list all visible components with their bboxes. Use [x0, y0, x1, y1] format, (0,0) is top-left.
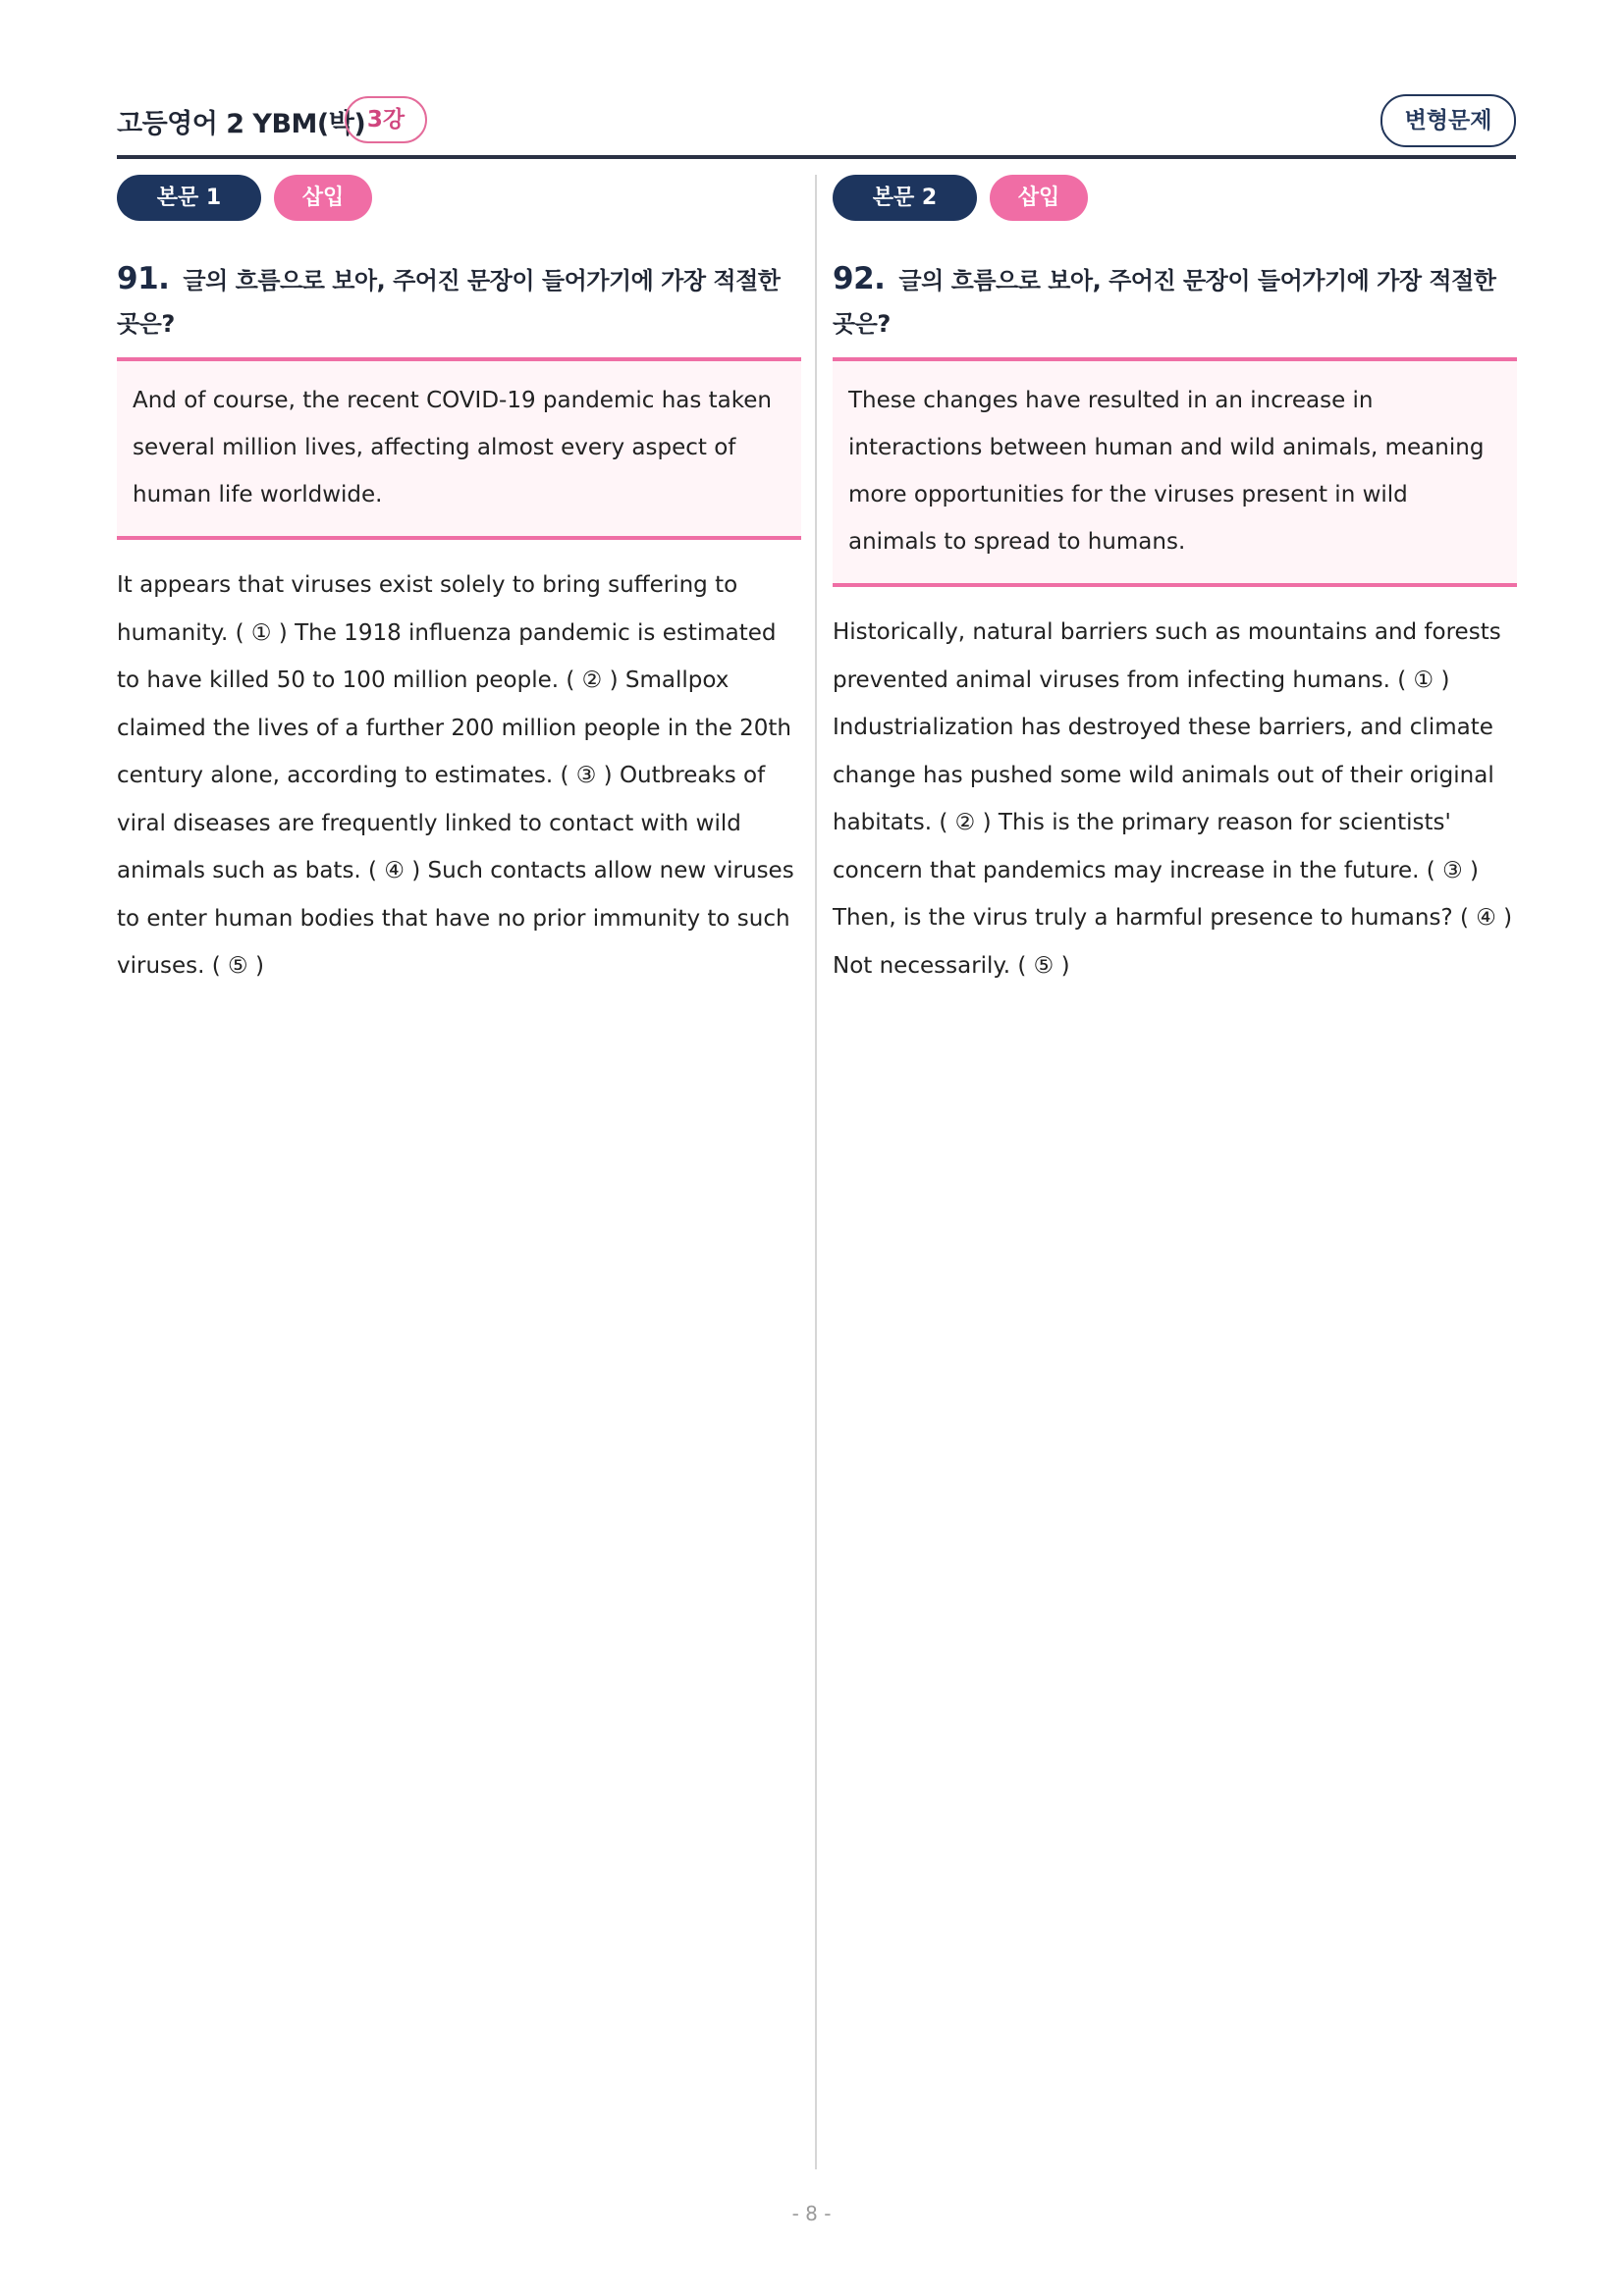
- question-number: 92.: [833, 261, 886, 296]
- tag-row: [833, 175, 1517, 222]
- book-title: 고등영어 2 YBM(박): [117, 109, 366, 139]
- passage-text: Historically, natural barriers such as mountains and forests prevented animal viruses from infecting humans. ( ① ) Industrialization has destroyed these barriers, and climate change has pushed some wild animals out of their original habitats. ( ② ) This is the primary reason for scientists' concern that pandemics may increase in the future. ( ③ ) Then, is the virus truly a harmful presence to humans? ( ④ ) Not necessarily. ( ⑤ ): [833, 619, 1513, 979]
- page-number: - 8 -: [791, 2202, 832, 2225]
- question-number: 91.: [117, 261, 170, 296]
- given-sentence-box: These changes have resulted in an increase in interactions between human and wild animals, meaning more opportunities for the viruses present in wild animals to spread to humans.: [833, 357, 1517, 587]
- question-kind-tag: 삽입: [274, 175, 372, 221]
- question-prompt: [117, 257, 801, 346]
- lesson-badge: 3강: [345, 96, 427, 143]
- question-type-badge: 변형문제: [1380, 94, 1516, 147]
- tag-row: [117, 175, 801, 222]
- question-text: 글의 흐름으로 보아, 주어진 문장이 들어가기에 가장 적절한 곳은?: [833, 267, 1496, 338]
- question-text: 글의 흐름으로 보아, 주어진 문장이 들어가기에 가장 적절한 곳은?: [117, 267, 781, 338]
- passage-tag: 본문 1: [117, 175, 261, 221]
- header-divider: [117, 155, 1516, 159]
- given-sentence-box: And of course, the recent COVID-19 pandemic has taken several million lives, affecting almost every aspect of human life worldwide.: [117, 357, 801, 540]
- question-column-2: [833, 175, 1517, 989]
- question-column-1: [117, 175, 801, 990]
- question-kind-tag: 삽입: [990, 175, 1088, 221]
- passage-tag: 본문 2: [833, 175, 977, 221]
- passage-text: It appears that viruses exist solely to bring suffering to humanity. ( ① ) The 1918 influenza pandemic is estimated to have killed 50 to 100 million people. ( ② ) Smallpox claimed the lives of a further 200 million people in the 20th century alone, according to estimates. ( ③ ) Outbreaks of viral diseases are frequently linked to contact with wild animals such as bats. ( ④ ) Such contacts allow new viruses to enter human bodies that have no prior immunity to such viruses. ( ⑤ ): [117, 572, 794, 979]
- page-header: [117, 92, 1516, 157]
- column-divider: [815, 175, 817, 2169]
- question-prompt: [833, 257, 1517, 346]
